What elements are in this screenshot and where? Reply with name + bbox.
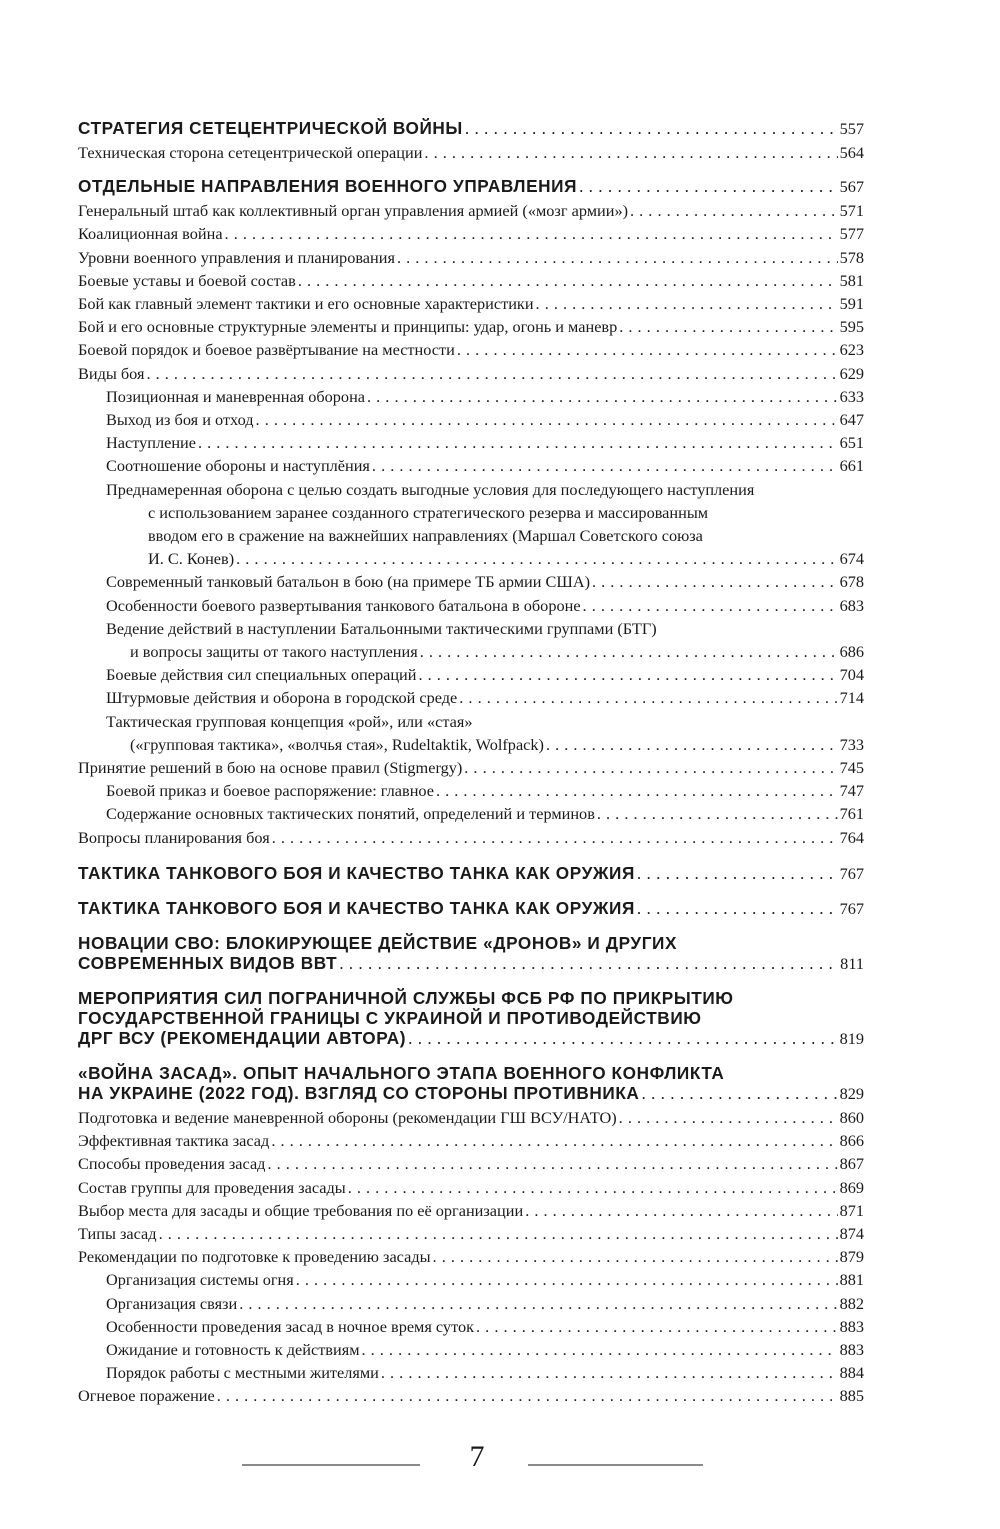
toc-section <box>78 176 864 197</box>
toc-title: Боевые действия сил специальных операций <box>106 665 417 685</box>
toc-entry <box>78 1129 864 1152</box>
toc-page-number: 745 <box>839 758 864 778</box>
dot-leader <box>225 222 838 245</box>
toc-title: Выход из боя и отход <box>106 410 254 430</box>
toc-page-number: 884 <box>839 1363 864 1383</box>
dot-leader <box>146 362 837 385</box>
dot-leader <box>592 570 838 593</box>
toc-entry <box>78 199 864 222</box>
dot-leader <box>271 1129 837 1152</box>
toc-page-number: 577 <box>839 224 864 244</box>
toc-page-number: 623 <box>839 340 864 360</box>
toc-page-number: 661 <box>839 456 864 476</box>
dot-leader <box>198 431 838 454</box>
toc-title-line: МЕРОПРИЯТИЯ СИЛ ПОГРАНИЧНОЙ СЛУЖБЫ ФСБ РФ ПО ПРИКРЫТИЮ <box>78 987 734 1008</box>
toc-page-number: 767 <box>839 863 864 883</box>
dot-leader <box>465 119 838 139</box>
toc-title: Выбор места для засады и общие требования по её организации <box>78 1200 524 1220</box>
toc-title: Позиционная и маневренная оборона <box>106 386 366 406</box>
footer-rule <box>528 1464 703 1466</box>
toc-entry <box>78 1152 864 1175</box>
toc-page-number: 651 <box>839 433 864 453</box>
page-number: 7 <box>469 1440 485 1473</box>
toc-section <box>78 1063 864 1104</box>
toc-subentry <box>78 802 864 825</box>
toc-page-number: 764 <box>839 827 864 847</box>
toc-title: Штурмовые действия и оборона в городской среде <box>106 688 458 708</box>
dot-leader <box>630 199 838 222</box>
toc-page-number: 567 <box>839 177 864 197</box>
dot-leader <box>256 408 838 431</box>
toc-subentry <box>78 570 864 593</box>
toc-page-number: 683 <box>839 595 864 615</box>
toc-title-line: Преднамеренная оборона с целью создать выгодные условия для последующего наступления <box>106 479 755 499</box>
toc-entry <box>78 269 864 292</box>
toc-title: Особенности боевого развертывания танкового батальона в обороне <box>106 595 581 615</box>
toc-title: Эффективная тактика засад <box>78 1131 270 1151</box>
dot-leader <box>236 547 837 570</box>
toc-page-number: 557 <box>839 119 864 138</box>
dot-leader <box>272 826 838 849</box>
dot-leader <box>433 1245 838 1268</box>
toc-page-number: 578 <box>839 247 864 267</box>
dot-leader <box>436 779 838 802</box>
toc-title: ДРГ ВСУ (РЕКОМЕНДАЦИИ АВТОРА) <box>78 1027 407 1048</box>
toc-title: И. С. Конев) <box>148 549 235 569</box>
toc-subentry <box>78 1315 864 1338</box>
toc-entry <box>78 1199 864 1222</box>
toc-title: Организация системы огня <box>106 1270 294 1290</box>
toc-page-number: 867 <box>839 1154 864 1174</box>
toc-page-number: 571 <box>839 201 864 221</box>
toc-subentry <box>78 710 864 756</box>
toc-page-number: 871 <box>839 1200 864 1220</box>
toc-page-number: 674 <box>839 549 864 569</box>
toc-section <box>78 118 864 139</box>
toc-entry <box>78 338 864 361</box>
toc-subentry <box>78 431 864 454</box>
toc-page-number: 829 <box>839 1083 864 1103</box>
toc-title: СТРАТЕГИЯ СЕТЕЦЕНТРИЧЕСКОЙ ВОЙНЫ <box>78 118 463 138</box>
dot-leader <box>583 594 838 617</box>
toc-title-line: НОВАЦИИ СВО: БЛОКИРУЮЩЕЕ ДЕЙСТВИЕ «ДРОНОВ» И ДРУГИХ <box>78 932 678 953</box>
dot-leader <box>298 269 838 292</box>
toc-page-number: 747 <box>839 781 864 801</box>
toc-title: Наступление <box>106 433 196 453</box>
toc-subentry <box>78 1338 864 1361</box>
toc-entry <box>78 292 864 315</box>
toc-subentry <box>78 408 864 431</box>
toc-page-number: 866 <box>839 1131 864 1151</box>
toc-title: Техническая сторона сетецентрической операции <box>78 143 423 162</box>
toc-entry <box>78 756 864 779</box>
toc-title: Порядок работы с местными жителями <box>106 1363 379 1383</box>
dot-leader <box>408 1028 837 1049</box>
toc-title: Виды боя <box>78 363 145 383</box>
toc-title-line: Тактическая групповая концепция «рой», или «стая» <box>106 711 473 731</box>
toc-subentry <box>78 686 864 709</box>
toc-entry <box>78 362 864 385</box>
dot-leader <box>637 899 838 919</box>
toc-page-number: 811 <box>840 953 864 973</box>
toc-title: НА УКРАИНЕ (2022 ГОД). ВЗГЛЯД СО СТОРОНЫ ПРОТИВНИКА <box>78 1082 640 1103</box>
toc-subentry <box>78 663 864 686</box>
table-of-contents <box>78 118 864 1408</box>
toc-entry <box>78 222 864 245</box>
dot-leader <box>348 1176 838 1199</box>
toc-title: Боевой порядок и боевое развёртывание на местности <box>78 340 455 360</box>
toc-title: Боевые уставы и боевой состав <box>78 270 296 290</box>
toc-title: Подготовка и ведение маневренной обороны (рекомендации ГШ ВСУ/НАТО) <box>78 1107 617 1127</box>
toc-page-number: 869 <box>839 1177 864 1197</box>
toc-page-number: 885 <box>839 1386 864 1406</box>
toc-title: Уровни военного управления и планирования <box>78 247 395 267</box>
dot-leader <box>296 1268 838 1291</box>
toc-page-number: 591 <box>839 294 864 314</box>
toc-entry <box>78 141 864 164</box>
toc-title-line: Ведение действий в наступлении Батальонными тактическими группами (БТГ) <box>106 618 657 638</box>
toc-title: Коалиционная война <box>78 224 223 244</box>
dot-leader <box>217 1384 838 1407</box>
toc-page-number: 633 <box>839 386 864 406</box>
toc-title: Вопросы планирования боя <box>78 827 270 847</box>
toc-title: Огневое поражение <box>78 1386 215 1406</box>
toc-title: Особенности проведения засад в ночное время суток <box>106 1316 475 1336</box>
dot-leader <box>159 1222 838 1245</box>
toc-page-number: 581 <box>839 270 864 290</box>
toc-title: Бой и его основные структурные элементы и принципы: удар, огонь и маневр <box>78 317 618 337</box>
toc-title: («групповая тактика», «волчья стая», Rudeltaktik, Wolfpack) <box>130 734 544 754</box>
toc-entry <box>78 1106 864 1129</box>
toc-entry <box>78 1384 864 1407</box>
toc-title-line: ГОСУДАРСТВЕННОЙ ГРАНИЦЫ С УКРАИНОЙ И ПРОТИВОДЕЙСТВИЮ <box>78 1007 702 1028</box>
toc-entry <box>78 826 864 849</box>
dot-leader <box>239 1292 837 1315</box>
toc-section <box>78 898 864 919</box>
dot-leader <box>536 292 838 315</box>
toc-page-number: 882 <box>839 1293 864 1313</box>
toc-page-number: 860 <box>839 1107 864 1127</box>
dot-leader <box>381 1361 838 1384</box>
dot-leader <box>267 1152 837 1175</box>
toc-title: Генеральный штаб как коллективный орган управления армией («мозг армии») <box>78 201 629 221</box>
toc-title-line: с использованием заранее созданного стратегического резерва и массированным <box>148 502 709 522</box>
footer-rule <box>242 1464 420 1466</box>
toc-page-number: 883 <box>839 1339 864 1359</box>
dot-leader <box>397 246 838 269</box>
dot-leader <box>619 315 837 338</box>
dot-leader <box>362 1338 838 1361</box>
dot-leader <box>367 385 838 408</box>
toc-title: Ожидание и готовность к действиям <box>106 1339 360 1359</box>
toc-entry <box>78 1245 864 1268</box>
toc-title: Соотношение обороны и наступлĕния <box>106 456 370 476</box>
toc-entry <box>78 1222 864 1245</box>
toc-page-number: 879 <box>839 1247 864 1267</box>
dot-leader <box>637 864 838 884</box>
toc-title-line: вводом его в сражение на важнейших направлениях (Маршал Советского союза <box>148 526 703 546</box>
dot-leader <box>420 640 838 663</box>
toc-page-number: 647 <box>839 410 864 430</box>
page-footer <box>0 1440 1000 1480</box>
dot-leader <box>457 338 838 361</box>
toc-subentry <box>78 594 864 617</box>
toc-page-number: 714 <box>839 688 864 708</box>
toc-title: ТАКТИКА ТАНКОВОГО БОЯ И КАЧЕСТВО ТАНКА КАК ОРУЖИЯ <box>78 897 635 918</box>
toc-section <box>78 988 864 1049</box>
toc-subentry <box>78 478 864 571</box>
toc-page-number: 629 <box>839 363 864 383</box>
toc-page-number: 761 <box>839 804 864 824</box>
toc-title: Рекомендации по подготовке к проведению засады <box>78 1247 431 1267</box>
toc-title-line: «ВОЙНА ЗАСАД». ОПЫТ НАЧАЛЬНОГО ЭТАПА ВОЕННОГО КОНФЛИКТА <box>78 1062 725 1083</box>
toc-title: Принятие решений в бою на основе правил (Stigmergy) <box>78 758 463 778</box>
toc-title: Содержание основных тактических понятий, определений и терминов <box>106 804 595 824</box>
toc-title: Бой как главный элемент тактики и его основные характеристики <box>78 294 534 314</box>
toc-title: Организация связи <box>106 1293 238 1313</box>
toc-page-number: 767 <box>839 898 864 918</box>
toc-title: Способы проведения засад <box>78 1154 266 1174</box>
toc-entry <box>78 315 864 338</box>
toc-page-number: 704 <box>839 665 864 685</box>
toc-subentry <box>78 1268 864 1291</box>
dot-leader <box>339 953 838 974</box>
toc-title: ТАКТИКА ТАНКОВОГО БОЯ И КАЧЕСТВО ТАНКА КАК ОРУЖИЯ <box>78 862 635 883</box>
dot-leader <box>641 1083 837 1104</box>
toc-title: и вопросы защиты от такого наступления <box>130 642 418 662</box>
toc-section <box>78 933 864 974</box>
dot-leader <box>579 177 838 197</box>
toc-subentry <box>78 617 864 663</box>
dot-leader <box>619 1106 838 1129</box>
dot-leader <box>459 686 837 709</box>
toc-page-number: 564 <box>839 143 864 162</box>
toc-section <box>78 863 864 884</box>
toc-page-number: 686 <box>839 642 864 662</box>
toc-subentry <box>78 1292 864 1315</box>
toc-title: ОТДЕЛЬНЫЕ НАПРАВЛЕНИЯ ВОЕННОГО УПРАВЛЕНИЯ <box>78 176 578 197</box>
toc-title: СОВРЕМЕННЫХ ВИДОВ ВВТ <box>78 952 338 973</box>
toc-title: Состав группы для проведения засады <box>78 1177 346 1197</box>
dot-leader <box>597 802 838 825</box>
toc-page-number: 733 <box>839 734 864 754</box>
toc-page-number: 881 <box>839 1270 864 1290</box>
toc-entry <box>78 246 864 269</box>
toc-entry <box>78 1176 864 1199</box>
toc-page-number: 883 <box>839 1316 864 1336</box>
toc-page-number: 874 <box>839 1223 864 1243</box>
toc-page-number: 819 <box>839 1028 864 1048</box>
toc-page-number: 595 <box>839 317 864 337</box>
toc-title: Типы засад <box>78 1223 157 1243</box>
dot-leader <box>525 1199 837 1222</box>
dot-leader <box>372 454 838 477</box>
dot-leader <box>476 1315 838 1338</box>
toc-subentry <box>78 385 864 408</box>
toc-subentry <box>78 779 864 802</box>
toc-page-number: 678 <box>839 572 864 592</box>
dot-leader <box>546 733 838 756</box>
toc-subentry <box>78 454 864 477</box>
toc-title: Боевой приказ и боевое распоряжение: главное <box>106 781 434 801</box>
toc-title: Современный танковый батальон в бою (на примере ТБ армии США) <box>106 572 590 592</box>
dot-leader <box>424 141 837 164</box>
dot-leader <box>464 756 837 779</box>
dot-leader <box>418 663 837 686</box>
toc-subentry <box>78 1361 864 1384</box>
